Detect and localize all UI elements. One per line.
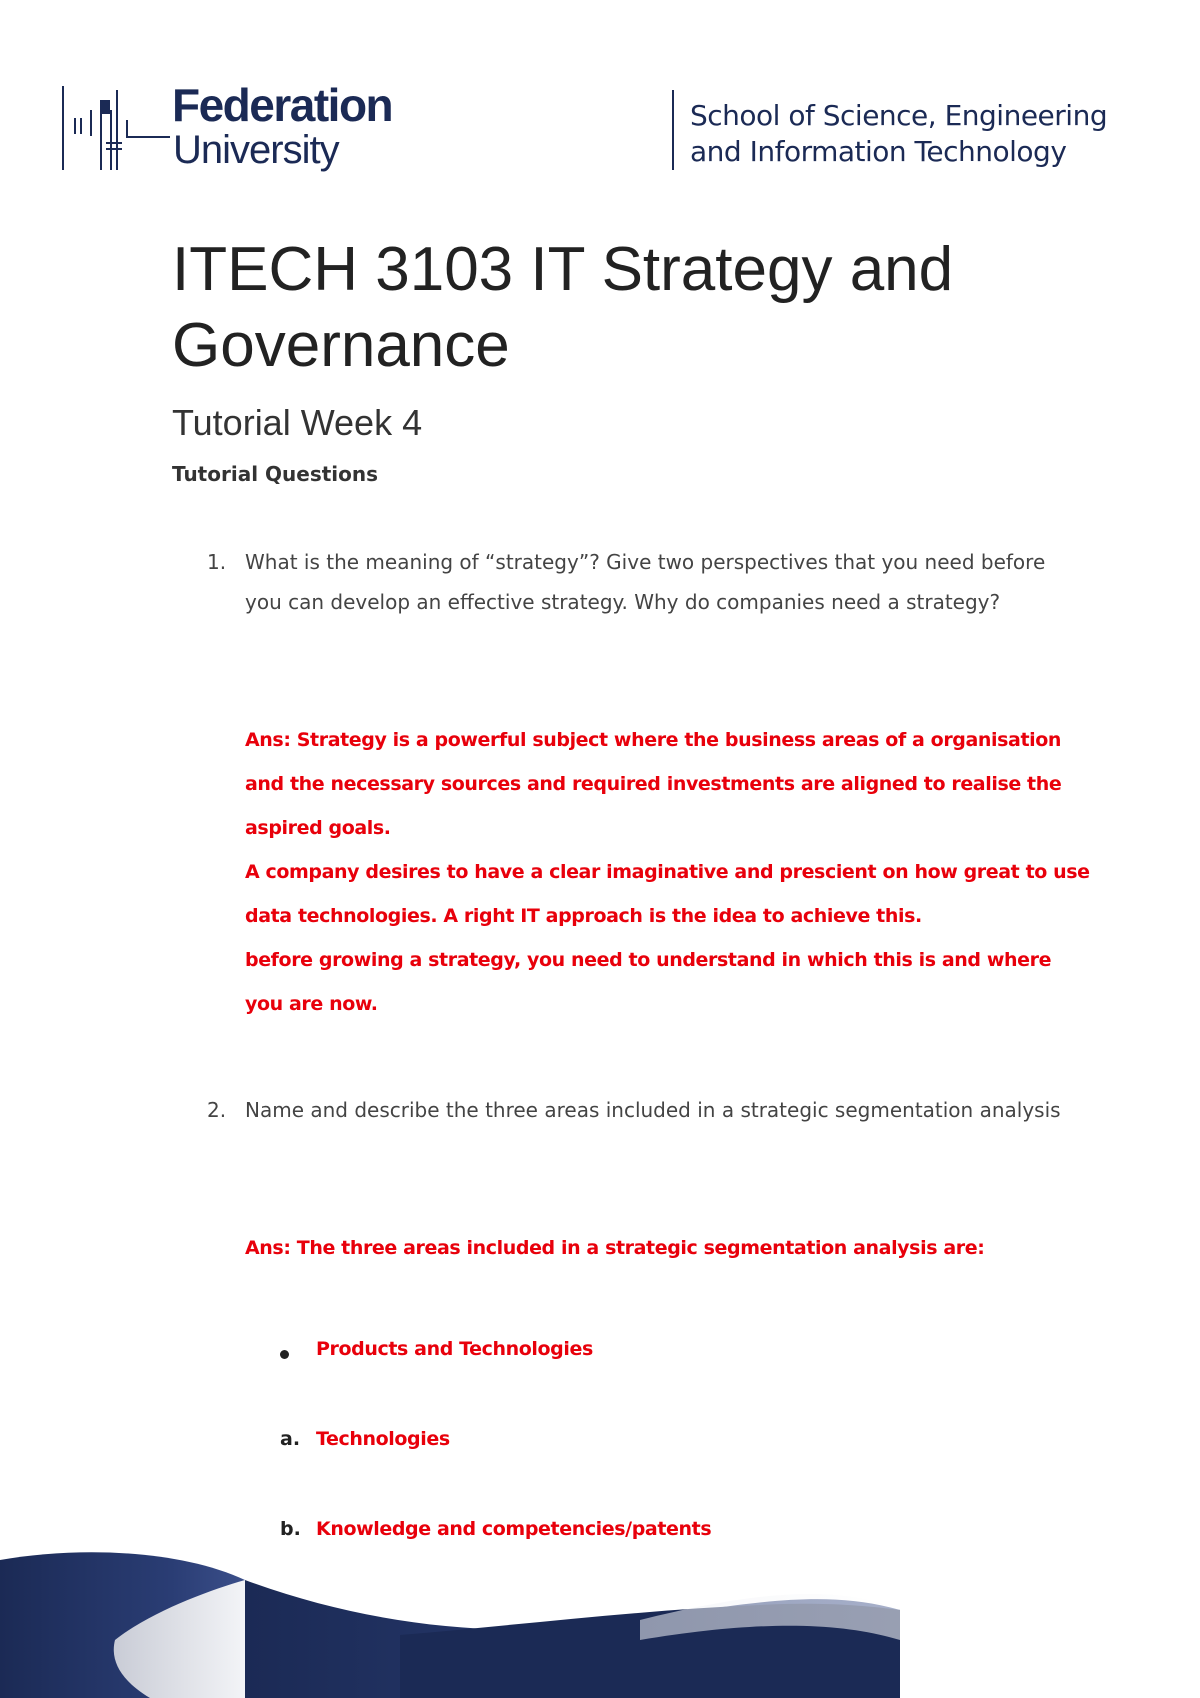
bullet-item: Products and Technologies: [316, 1338, 593, 1360]
question-number: 1.: [207, 550, 227, 574]
federation-logo-mark-icon: [60, 80, 170, 170]
sub-item-marker: a.: [280, 1428, 301, 1450]
header-divider: [672, 90, 674, 170]
question-number: 2.: [207, 1098, 227, 1122]
logo-wordmark-university: University: [173, 128, 339, 172]
question-text: Name and describe the three areas included in a strategic segmentation analysis: [245, 1098, 1061, 1122]
sub-item-text: Knowledge and competencies/patents: [316, 1518, 712, 1540]
answer-2-intro: Ans: The three areas included in a strategic segmentation analysis are:: [245, 1237, 985, 1259]
bullet-dot-icon: [280, 1350, 289, 1359]
answer-paragraph: Ans: Strategy is a powerful subject where the business areas of a organisation and the necessary sources and required investments are aligned to realise the aspired goals.: [245, 729, 1062, 839]
school-name-line2: and Information Technology: [690, 135, 1067, 168]
sub-item-text: Technologies: [316, 1428, 450, 1450]
federation-university-logo: [60, 80, 420, 180]
page-header: [0, 0, 1200, 200]
question-text: What is the meaning of “strategy”? Give two perspectives that you need before you can develop an effective strategy. Why do companies need a strategy?: [245, 550, 1046, 614]
logo-wordmark-federation: Federation: [172, 79, 393, 131]
answer-1: [245, 718, 1095, 1026]
section-heading: Tutorial Questions: [172, 462, 379, 486]
document-title: ITECH 3103 IT Strategy and Governance: [172, 235, 954, 380]
question-1: [207, 542, 1087, 662]
answer-paragraph: A company desires to have a clear imaginative and prescient on how great to use data technologies. A right IT approach is the idea to achieve this.: [245, 861, 1090, 927]
sub-item-marker: b.: [280, 1518, 301, 1540]
decorative-wave-footer: [0, 1550, 1200, 1698]
school-name: [690, 98, 1107, 170]
school-name-line1: School of Science, Engineering: [690, 99, 1108, 132]
document-subtitle: Tutorial Week 4: [172, 402, 423, 443]
question-2: [207, 1090, 1087, 1170]
answer-paragraph: before growing a strategy, you need to understand in which this is and where you are now.: [245, 949, 1052, 1015]
